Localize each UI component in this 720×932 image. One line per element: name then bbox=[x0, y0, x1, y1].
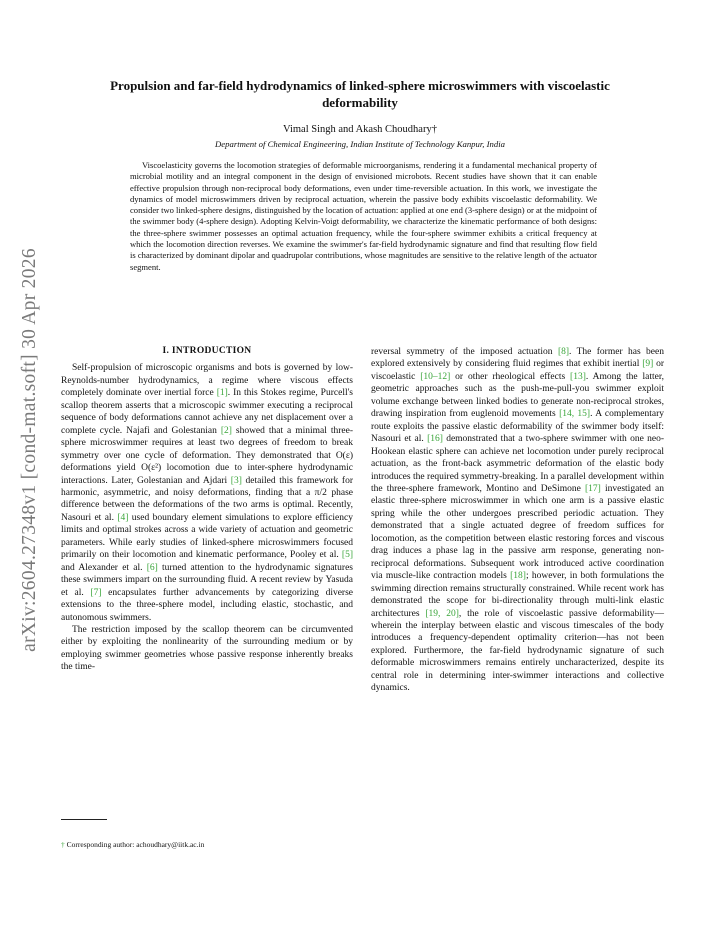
footnote bbox=[61, 840, 204, 849]
right-column bbox=[371, 346, 664, 695]
text-run: . A complementary route exploits the passive elastic deformability of the swimmer body itself: Nasouri et al. bbox=[371, 409, 665, 445]
citation-link[interactable]: [10–12] bbox=[420, 371, 451, 382]
citation-link[interactable]: [5] bbox=[341, 550, 353, 561]
text-run: , the role of viscoelastic passive deformability—wherein the interplay between elastic and viscous timescales of the body introduces a frequency-dependent optimality criterion—has not been explored. Furthermore, the far-field hydrodynamic signature of such deformable microswimmers remains entirely uncharacterized, despite its central role in determining inter-swimmer interactions and collective dynamics. bbox=[371, 608, 665, 694]
paragraph: The restriction imposed by the scallop theorem can be circumvented either by exploiting the nonlinearity of the surrounding medium or by employing swimmer geometries whose passive response inherently breaks the time- bbox=[61, 624, 353, 673]
text-run: investigated an elastic three-sphere microswimmer in which one arm is a passive elastic spring while the other undergoes prescribed periodic actuation. They demonstrated that a single actuated degree of freedom suffices for locomotion, as the competition between elastic restoring forces and viscous drag induces a phase lag in the passive arm response, generating non-reciprocal deformations. Subsequent work introduced active coordination via muscle-like contraction models bbox=[371, 483, 664, 582]
footnote-text: Corresponding author: achoudhary@iitk.ac.in bbox=[64, 840, 205, 849]
arxiv-id-text: arXiv:2604.27348v1 [cond-mat.soft] 30 Apr 2026 bbox=[19, 248, 40, 652]
text-run: Self-propulsion of microscopic organisms and bots is governed by low-Reynolds-number hydrodynamics, a regime where viscous effects completely dominate over inertial force bbox=[61, 363, 353, 399]
text-run: showed that a minimal three-sphere microswimmer requires at least two degrees of freedom to break symmetry over one cycle of deformation. They demonstrated that O(ε) deformations yield O(ε²) locomotion due to inter-sphere hydrodynamic interactions. Later, Golestanian and Ajdari bbox=[61, 425, 353, 486]
text-run: or other rheological effects bbox=[450, 371, 571, 382]
citation-link[interactable]: [17] bbox=[585, 483, 601, 494]
citation-link[interactable]: [19, 20] bbox=[425, 608, 459, 619]
citation-link[interactable]: [16] bbox=[427, 434, 443, 445]
text-run: or viscoelastic bbox=[371, 359, 664, 382]
author-list: Vimal Singh and Akash Choudhary† bbox=[283, 124, 437, 135]
citation-link[interactable]: [9] bbox=[642, 359, 654, 370]
arxiv-identifier-stamp bbox=[10, 230, 50, 670]
left-column bbox=[61, 345, 353, 674]
text-run: reversal symmetry of the imposed actuation bbox=[371, 347, 558, 357]
citation-link[interactable]: [2] bbox=[220, 425, 232, 436]
text-run: demonstrated that a two-sphere swimmer with one neo-Hookean elastic sphere can achieve net locomotion under purely reciprocal actuation, as the front-back asymmetric deformation of the elastic body introduces the required symmetry-breaking. In a parallel development within the three-sphere framework, Montino and DeSimone bbox=[371, 434, 664, 494]
section-heading: I. INTRODUCTION bbox=[162, 346, 252, 356]
footnote-mark: † bbox=[61, 840, 65, 849]
author-affiliation: Department of Chemical Engineering, Indian Institute of Technology Kanpur, India bbox=[215, 139, 505, 149]
text-run: encapsulates further advancements by categorizing diverse extensions to the three-sphere model, including elastic, stochastic, and autonomous swimmers. bbox=[61, 587, 354, 623]
footnote-divider bbox=[61, 819, 107, 820]
text-run: and Alexander et al. bbox=[61, 562, 147, 573]
text-run: turned attention to the hydrodynamic signatures these swimmers impart on the surrounding fluid. A recent review by Yasuda et al. bbox=[61, 562, 354, 598]
paragraph bbox=[61, 362, 353, 624]
text-run: used boundary element simulations to explore efficiency limits and optimal strokes across a wide variety of actuation and geometric parameters. While early studies of linked-sphere microswimmers focused primarily on their locomotion and kinematic performance, Pooley et al. bbox=[61, 512, 353, 561]
citation-link[interactable]: [8] bbox=[557, 347, 570, 357]
citation-link[interactable]: [18] bbox=[510, 571, 526, 582]
text-run: detailed this framework for harmonic, asymmetric, and noisy deformations, finding that a π/2 phase difference between the deformations of the two arms is optimal. Recently, Nasouri et al. bbox=[61, 475, 353, 523]
citation-link[interactable]: [14, 15] bbox=[559, 409, 591, 420]
citation-link[interactable]: [6] bbox=[146, 562, 158, 573]
citation-link[interactable]: [3] bbox=[230, 475, 242, 486]
paper-title: Propulsion and far-field hydrodynamics of linked-sphere microswimmers with viscoelastic deformability bbox=[110, 78, 610, 110]
paragraph bbox=[371, 346, 664, 695]
text-run: ; however, in both formulations the swimming direction remains structurally constrained. While recent work has demonstrated the scope for bi-directionality through multi-link elastic architectures bbox=[371, 571, 664, 619]
text-run: . Among the latter, geometric approaches such as the push-me-pull-you swimmer exploit volume exchange between linked bodies to generate non-reciprocal strokes, drawing inspiration from euglenoid movements bbox=[371, 371, 665, 420]
citation-link[interactable]: [1] bbox=[216, 388, 228, 399]
text-run: . In this Stokes regime, Purcell's scallop theorem asserts that a microscopic swimmer executing a reciprocal sequence of body deformations cannot achieve any net displacement over a complete cycle. Najafi and Golestanian bbox=[61, 388, 354, 436]
text-run: . The former has been explored extensively by considering fluid regimes that exhibit inertial bbox=[371, 347, 664, 370]
citation-link[interactable]: [7] bbox=[90, 587, 102, 598]
abstract: Viscoelasticity governs the locomotion strategies of deformable microorganisms, rendering it a fundamental mechanical property of microbial motility and an integral component in the design of envisioned microbots. Recent studies have shown that it can enable effective propulsion through non-reciprocal body deformations, even under time-reversible actuation. In this work, we investigate the dynamics of model microswimmers driven by reciprocal actuation, wherein the passive body exhibits viscoelastic deformability. We consider two linked-sphere designs, distinguished by the location of actuation: applied at one end (3-sphere design) or at the midpoint of the swimmer body (4-sphere design). Adopting Kelvin-Voigt deformability, we characterize the kinematic performance of both designs: the three-sphere swimmer possesses an optimal actuation frequency, while the four-sphere swimmer exhibits a critical frequency at which the locomotion direction reverses. We examine the swimmer's far-field hydrodynamic signature and find that resulting flow field is characterized by dominant dipolar and quadrupolar contributions, whose magnitudes are sensitive to the relative length of the actuator segment. bbox=[130, 160, 597, 272]
citation-link[interactable]: [13] bbox=[570, 371, 586, 382]
citation-link[interactable]: [4] bbox=[117, 512, 129, 523]
